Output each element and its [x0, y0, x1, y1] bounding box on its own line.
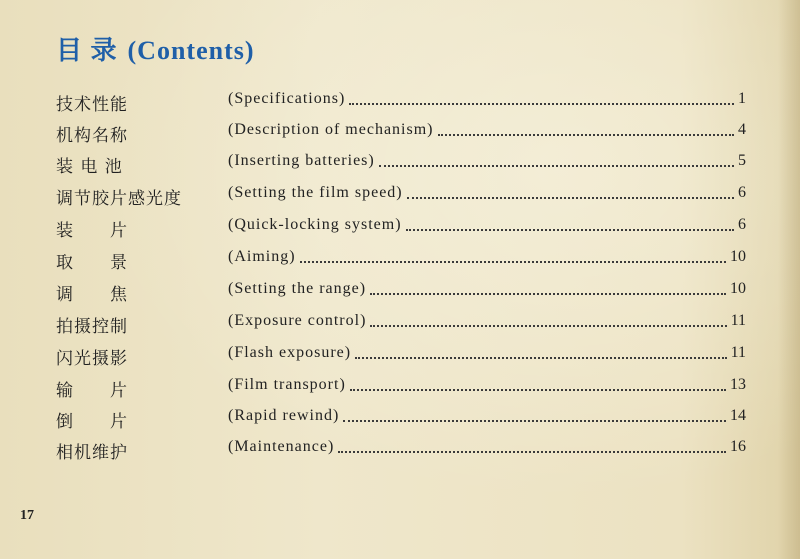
toc-entry-page: 5	[738, 152, 746, 169]
toc-entry-zh: 装 电 池	[56, 157, 123, 177]
toc-entry-page: 10	[730, 280, 746, 297]
toc-entry-page: 4	[738, 121, 746, 138]
toc-dot-leader	[407, 197, 734, 199]
contents-title-zh: 目 录	[56, 36, 118, 65]
toc-entry	[56, 407, 746, 431]
toc-entry-zh: 输 片	[56, 381, 128, 401]
toc-dot-leader	[379, 165, 734, 167]
toc-entry-en: (Description of mechanism)	[228, 121, 434, 138]
toc-entry-zh: 拍摄控制	[56, 317, 128, 337]
toc-entry-page: 6	[738, 184, 746, 201]
contents-title-en: (Contents)	[127, 36, 255, 65]
toc-entry-page: 11	[730, 312, 746, 329]
toc-entry	[56, 90, 746, 114]
toc-entry-zh: 机构名称	[56, 126, 128, 146]
toc-dot-leader	[438, 134, 734, 136]
toc-entry-en: (Film transport)	[228, 376, 346, 393]
toc-entry-page: 10	[730, 248, 746, 265]
toc-dot-leader	[343, 420, 726, 422]
toc-entry-page: 6	[738, 216, 746, 233]
toc-dot-leader	[406, 229, 734, 231]
toc-entry-page: 16	[730, 438, 746, 455]
toc-entry	[56, 121, 746, 145]
toc-entry-en: (Maintenance)	[228, 438, 335, 455]
toc-entry-page: 1	[738, 90, 746, 107]
page-number: 17	[20, 508, 34, 523]
toc-dot-leader	[370, 325, 727, 327]
toc-entry-en: (Setting the range)	[228, 280, 367, 297]
toc-dot-leader	[355, 357, 727, 359]
toc-entry-zh: 倒 片	[56, 412, 128, 432]
toc-entry	[56, 216, 746, 240]
toc-entry-zh: 调节胶片感光度	[56, 189, 182, 209]
toc-entry-zh: 取 景	[56, 253, 128, 273]
toc-entry	[56, 312, 746, 336]
toc-entry-en: (Rapid rewind)	[228, 407, 340, 424]
toc-entry	[56, 438, 746, 462]
toc-entry	[56, 344, 746, 368]
toc-entry-page: 14	[730, 407, 746, 424]
toc-entry-en: (Flash exposure)	[228, 344, 352, 361]
toc-dot-leader	[370, 293, 726, 295]
toc-entry-en: (Quick-locking system)	[228, 216, 402, 233]
toc-entry-en: (Specifications)	[228, 90, 346, 107]
toc-entry-en: (Exposure control)	[228, 312, 367, 329]
toc-entry	[56, 152, 746, 176]
toc-dot-leader	[350, 389, 726, 391]
toc-entry-page: 11	[730, 344, 746, 361]
toc-entry-en: (Setting the film speed)	[228, 184, 403, 201]
toc-dot-leader	[300, 261, 726, 263]
toc-entry	[56, 376, 746, 400]
toc-entry-zh: 闪光摄影	[56, 349, 128, 369]
toc-entry-en: (Aiming)	[228, 248, 296, 265]
toc-dot-leader	[338, 451, 726, 453]
toc-entry-en: (Inserting batteries)	[228, 152, 375, 169]
toc-dot-leader	[349, 103, 734, 105]
toc-entry-page: 13	[730, 376, 746, 393]
toc-entry-zh: 相机维护	[56, 443, 128, 463]
toc-entry	[56, 184, 746, 208]
toc-entry	[56, 280, 746, 304]
toc-entry-zh: 调 焦	[56, 285, 128, 305]
toc-entry-zh: 技术性能	[56, 95, 128, 115]
toc-entry-zh: 装 片	[56, 221, 128, 241]
toc-entry	[56, 248, 746, 272]
